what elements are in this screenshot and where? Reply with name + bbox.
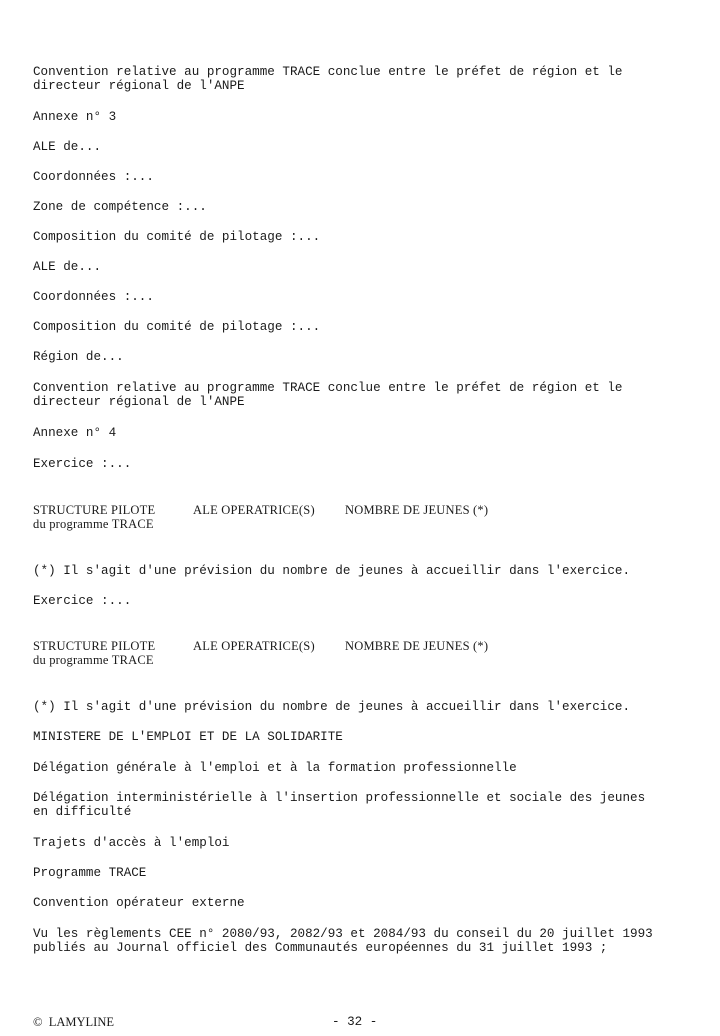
convention-heading-line2: directeur régional de l'ANPE xyxy=(33,79,245,93)
convention-heading-line2: directeur régional de l'ANPE xyxy=(33,395,245,409)
coordonnees-label: Coordonnées :... xyxy=(33,290,154,304)
annexe-label: Annexe n° 3 xyxy=(33,110,117,124)
convention-heading-line1: Convention relative au programme TRACE conclue entre le préfet de région et le xyxy=(33,65,623,79)
delegation-interministerielle-line2: en difficulté xyxy=(33,805,132,819)
reglements-line2: publiés au Journal officiel des Communautés européennes du 31 juillet 1993 ; xyxy=(33,941,608,955)
trajets-label: Trajets d'accès à l'emploi xyxy=(33,836,230,850)
column-header-structure-pilote: STRUCTURE PILOTE xyxy=(33,639,156,653)
zone-competence-label: Zone de compétence :... xyxy=(33,200,207,214)
footnote: (*) Il s'agit d'une prévision du nombre de jeunes à accueillir dans l'exercice. xyxy=(33,564,631,578)
column-header-structure-pilote: STRUCTURE PILOTE xyxy=(33,503,156,517)
ale-label: ALE de... xyxy=(33,260,102,274)
exercice-label: Exercice :... xyxy=(33,457,132,471)
table-header xyxy=(33,503,593,531)
convention-operateur-label: Convention opérateur externe xyxy=(33,896,245,910)
composition-comite-label: Composition du comité de pilotage :... xyxy=(33,320,321,334)
delegation-generale: Délégation générale à l'emploi et à la formation professionnelle xyxy=(33,761,517,775)
region-label: Région de... xyxy=(33,350,124,364)
table-header xyxy=(33,639,593,667)
composition-comite-label: Composition du comité de pilotage :... xyxy=(33,230,321,244)
footer-publisher: © LAMYLINE xyxy=(33,1015,115,1029)
exercice-label: Exercice :... xyxy=(33,594,132,608)
programme-label: Programme TRACE xyxy=(33,866,147,880)
footnote: (*) Il s'agit d'une prévision du nombre de jeunes à accueillir dans l'exercice. xyxy=(33,700,631,714)
delegation-interministerielle-line1: Délégation interministérielle à l'insertion professionnelle et sociale des jeunes xyxy=(33,791,646,805)
coordonnees-label: Coordonnées :... xyxy=(33,170,154,184)
column-header-structure-pilote-sub: du programme TRACE xyxy=(33,517,154,531)
reglements-line1: Vu les règlements CEE n° 2080/93, 2082/93 et 2084/93 du conseil du 20 juillet 1993 xyxy=(33,927,653,941)
column-header-nombre-jeunes: NOMBRE DE JEUNES (*) xyxy=(345,639,489,653)
column-header-structure-pilote-sub: du programme TRACE xyxy=(33,653,154,667)
ale-label: ALE de... xyxy=(33,140,102,154)
page-number: - 32 - xyxy=(332,1015,378,1029)
annexe-label: Annexe n° 4 xyxy=(33,426,117,440)
column-header-nombre-jeunes: NOMBRE DE JEUNES (*) xyxy=(345,503,489,517)
convention-heading-line1: Convention relative au programme TRACE conclue entre le préfet de région et le xyxy=(33,381,623,395)
ministere-heading: MINISTERE DE L'EMPLOI ET DE LA SOLIDARITE xyxy=(33,730,343,744)
column-header-ale-operatrice: ALE OPERATRICE(S) xyxy=(193,639,315,653)
column-header-ale-operatrice: ALE OPERATRICE(S) xyxy=(193,503,315,517)
